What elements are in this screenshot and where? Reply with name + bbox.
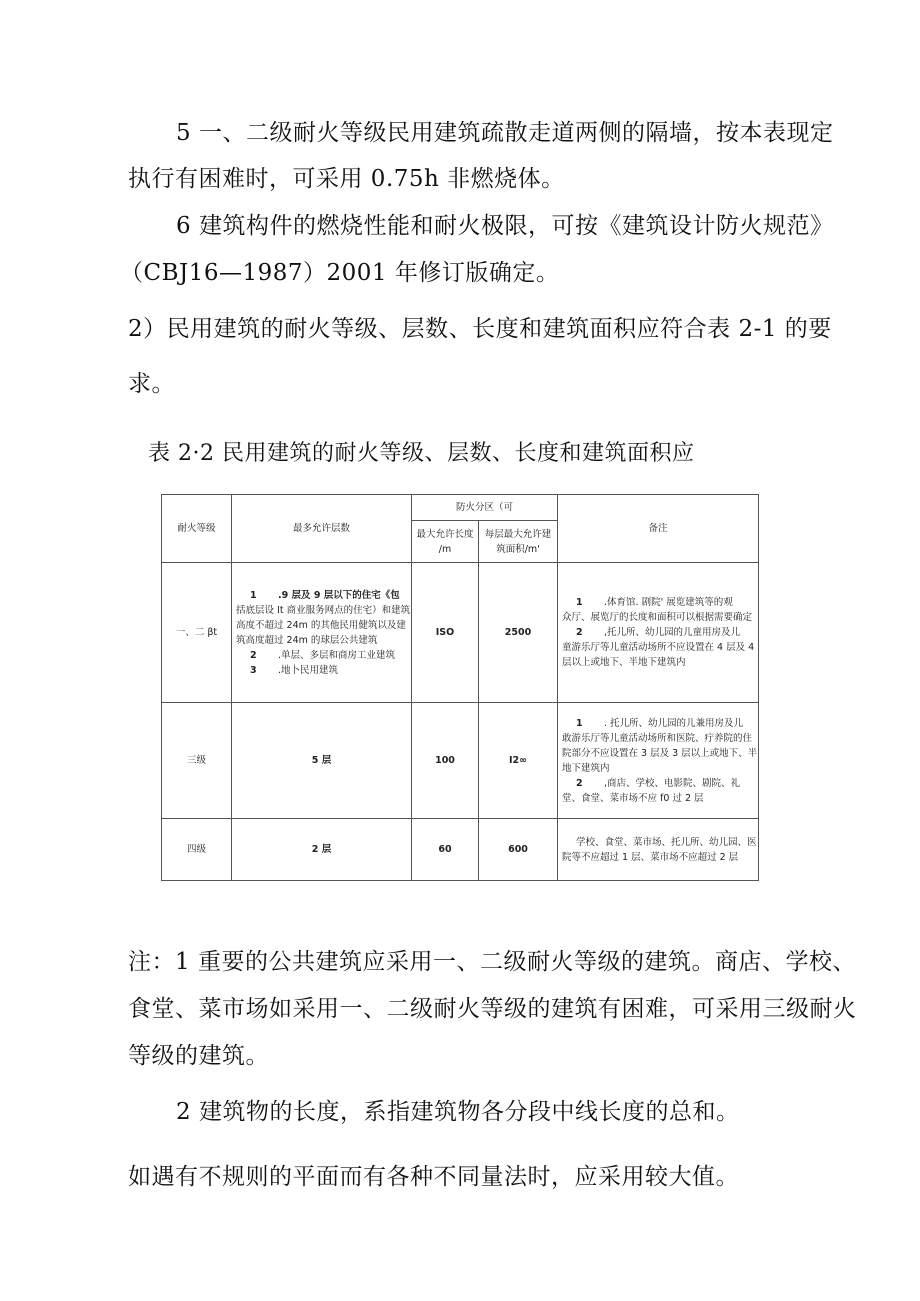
row-1-floors-num-5: 2 [250,649,257,661]
row-3-notes-text-2: 院等不应超过 1 层、菜市场不应超过 2 层 [562,851,739,863]
table-row [162,703,759,819]
paragraph-2-line-1: 2）民用建筑的耐火等级、层数、长度和建筑面积应符合表 2-1 的要 [128,316,832,342]
row-3-length: 60 [412,819,479,881]
row-2-notes-text-5: ,商店、学校、电影院、剧院、礼 [604,777,741,789]
table-row [162,563,759,703]
paragraph-5-line-1: 5 一、二级耐火等级民用建筑疏散走道两侧的隔墙，按本表现定 [176,120,834,146]
row-2-grade: 三级 [162,703,232,819]
note-1-line-2: 食堂、菜市场如采用一、二级耐火等级的建筑有困难，可采用三级耐火 [128,996,857,1022]
row-1-floors [232,563,412,703]
row-3-floors: 2 层 [232,819,412,881]
row-1-notes-text-4: 童游乐厅等儿童活动场所不应设置在 4 层及 4 [562,642,755,653]
row-2-notes-text-1: . 托儿所、幼儿园的儿兼用房及儿 [604,717,744,729]
row-1-notes [558,563,759,703]
note-1-line-3: 等级的建筑。 [128,1043,269,1069]
row-1-notes-text-5: 层以上或地下、半地下建筑内 [562,657,686,668]
header-notes: 备注 [558,495,759,563]
paragraph-6-line-1: 6 建筑构件的燃烧性能和耐火极限，可按《建筑设计防火规范》 [176,213,834,239]
row-3-notes [558,819,759,881]
header-max-length [412,521,479,563]
header-max-length-line-1: 最大允许长度 [416,528,474,540]
header-grade: 耐火等级 [162,495,232,563]
row-2-notes-text-2: 敢游乐厅等儿童活动场所和医院、疔养院的住 [562,732,753,744]
row-1-floors-text-3: 高度不超过 24m 的其他民用健筑以及建 [236,619,406,631]
header-max-area-line-1: 每层最大允许建 [484,528,552,540]
row-2-notes-num-5: 2 [576,777,583,789]
row-3-notes-text-1: 学校、食堂、菜市场、托儿所、幼儿园、医 [576,836,757,848]
header-max-area [479,521,558,563]
row-1-notes-text-1: .体育馆. 剧院' 展览建筑等的观 [604,597,733,608]
fire-resistance-table [161,494,759,881]
row-1-floors-num-6: 3 [250,664,257,676]
row-1-notes-text-3: ,托儿所、幼儿园的儿童用房及儿 [604,627,741,638]
row-1-notes-text-2: 众厅、展览厅的长度和面积可以根据需要确定 [562,612,753,623]
table-caption: 表 2·2 民用建筑的耐火等级、层数、长度和建筑面积应 [148,441,695,466]
table-row [162,819,759,881]
row-2-area: I2∞ [479,703,558,819]
row-1-floors-text-1: .9 层及 9 层以下的住宅《包 [278,589,400,601]
row-2-notes-num-1: 1 [576,717,583,729]
row-1-floors-text-2: 括底层设 It 商业服务网点的住宅）和建筑 [236,604,411,616]
row-1-length: ISO [412,563,479,703]
row-1-grade: 一、二 βt [162,563,232,703]
row-1-floors-text-6: .地卜民用建筑 [278,664,339,676]
row-1-area: 2500 [479,563,558,703]
header-fire-zone: 防火分区（可 [412,495,558,521]
note-1-line-1: 注：1 重要的公共建筑应采用一、二级耐火等级的建筑。商店、学校、 [128,949,856,975]
paragraph-6-line-2: （CBJ16—1987）2001 年修订版确定。 [120,260,560,286]
row-1-notes-num-3: 2 [576,627,583,638]
row-2-notes-text-6: 堂、食堂、菜市场不应 f0 过 2 层 [562,792,704,804]
row-1-floors-text-5: .单层、多层和商房工业建筑 [278,649,396,661]
paragraph-5-line-2: 执行有困难时，可采用 0.75h 非燃烧体。 [128,166,565,192]
row-2-notes-text-3: 院部分不应设置在 3 层及 3 层以上或地下、半 [562,747,758,759]
header-max-area-line-2: 筑面积/m' [496,543,540,555]
row-1-floors-text-4: 筑高度超过 24m 的球层公共建筑 [236,634,378,646]
row-2-floors: 5 层 [232,703,412,819]
row-3-area: 600 [479,819,558,881]
note-2: 2 建筑物的长度，系指建筑物各分段中线长度的总和。 [176,1099,740,1125]
header-floors: 最多允许层数 [232,495,412,563]
row-1-notes-num-1: 1 [576,597,583,608]
row-1-floors-num-1: 1 [250,589,257,601]
row-2-length: 100 [412,703,479,819]
row-2-notes [558,703,759,819]
note-3: 如遇有不规则的平面而有各种不同量法时，应采用较大值。 [128,1164,739,1190]
row-2-notes-text-4: 地下建筑内 [562,762,610,774]
paragraph-2-line-2: 求。 [128,371,175,397]
header-max-length-line-2: /m [438,543,452,555]
row-3-grade: 四级 [162,819,232,881]
